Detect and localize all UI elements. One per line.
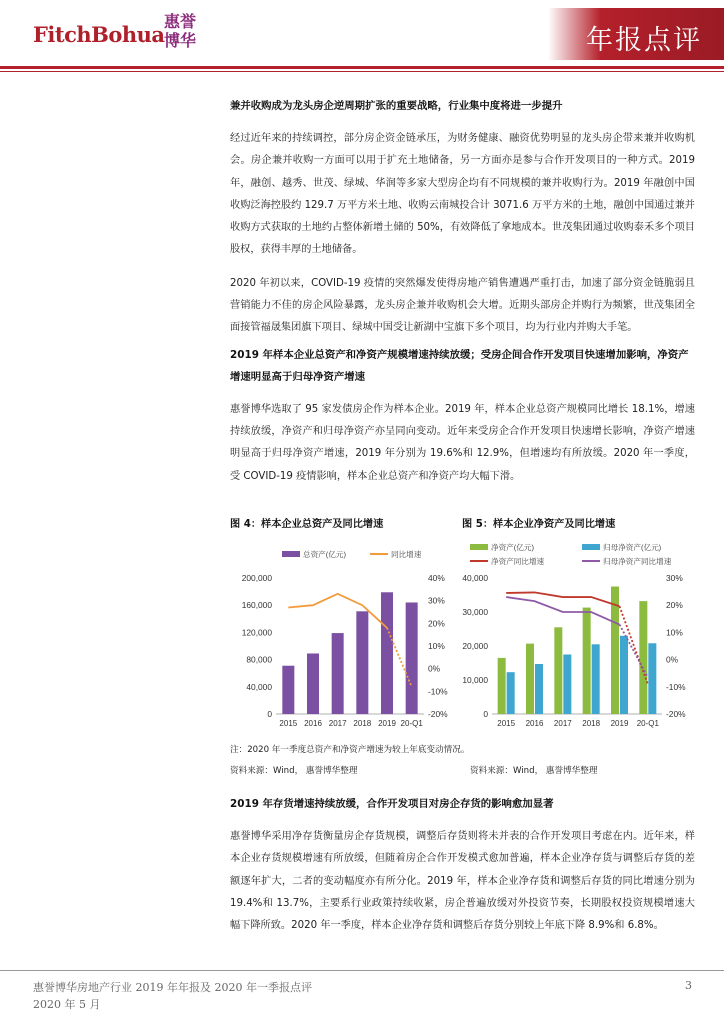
page-header [0, 0, 724, 66]
chart-note: 注：2020 年一季度总资产和净资产增速为较上年底变动情况。 [230, 745, 470, 755]
section-heading: 2019 年样本企业总资产和净资产规模增速持续放缓；受房企间合作开发项目快速增加影响，净资产增速明显高于归母净资产增速 [230, 348, 689, 383]
y-right-tick-label: 10% [666, 627, 683, 638]
y-left-tick-label: 20,000 [462, 641, 488, 651]
y-right-tick-label: 30% [428, 595, 445, 606]
y-left-tick-label: 0 [267, 709, 272, 719]
y-right-tick-label: -10% [428, 686, 448, 697]
bar [406, 602, 418, 714]
report-type-banner [548, 8, 724, 60]
section-heading: 兼并收购成为龙头房企逆周期扩张的重要战略，行业集中度将进一步提升 [230, 100, 563, 112]
bar [639, 601, 647, 714]
fitchbohua-logo: FitchBohua [33, 22, 165, 47]
x-tick-label: 20-Q1 [636, 719, 659, 728]
x-tick-label: 2018 [353, 719, 372, 728]
x-tick-label: 2017 [328, 719, 347, 728]
x-tick-label: 2015 [279, 719, 298, 728]
logo-chinese [160, 12, 200, 50]
y-left-tick-label: 160,000 [241, 600, 272, 611]
bar [620, 636, 628, 714]
main-content [230, 95, 695, 488]
legend-label: 归母净资产(亿元) [603, 543, 662, 552]
bar [282, 666, 294, 714]
x-tick-label: 2015 [497, 719, 516, 728]
y-left-tick-label: 10,000 [462, 675, 488, 685]
bar [563, 655, 571, 715]
y-right-tick-label: 10% [428, 641, 445, 651]
x-tick-label: 2016 [304, 719, 322, 728]
source-right: 资料来源：Wind， 惠誉博华整理 [470, 766, 598, 776]
legend-label: 净资产(亿元) [491, 543, 535, 552]
x-tick-label: 2019 [610, 719, 629, 728]
bar [583, 608, 591, 714]
bar [526, 644, 534, 714]
legend-label: 净资产同比增速 [491, 557, 545, 566]
legend-label: 同比增速 [391, 550, 422, 559]
y-left-tick-label: 40,000 [246, 681, 272, 692]
bar [535, 664, 543, 714]
y-right-tick-label: 40% [428, 573, 445, 583]
legend-label: 归母净资产同比增速 [603, 557, 672, 566]
logo-cn-line2: 博华 [163, 31, 196, 50]
total-assets-chart [228, 538, 458, 738]
logo-cn-line1: 惠誉 [163, 12, 196, 31]
legend-swatch [582, 544, 600, 550]
paragraph: 经过近年来的持续调控，部分房企资金链承压，为财务健康、融资优势明显的龙头房企带来兼并收购机会。房企兼并收购一方面可以用于扩充土地储备，另一方面亦是参与合作开发项目的一种方式。2019 年，融创、越秀、世茂、绿城、华润等多家大型房企均有不同规模的兼并收购行为。2019 年融创中国收购泛海控股约 129.7 万平方米土地、收购云南城投合计 3071.6 万平方米的土地，融创中国通过兼并收购方式获取的土地约占整体新增土储的 50%，有效降低了拿地成本。世茂集团通过收购泰禾多个项目股权，获得丰厚的土地储备。 [230, 133, 695, 256]
bar [381, 592, 393, 714]
page-footer [33, 979, 312, 1013]
legend-swatch [282, 551, 300, 557]
page-number: 3 [685, 979, 692, 992]
bar [498, 658, 506, 714]
series-line [288, 594, 387, 628]
section-heading: 2019 年存货增速持续放缓，合作开发项目对房企存货的影响愈加显著 [230, 798, 554, 810]
footer-rule [0, 970, 724, 971]
source-left: 资料来源：Wind， 惠誉博华整理 [230, 766, 358, 776]
y-right-tick-label: 0% [428, 663, 441, 674]
bar [648, 643, 656, 714]
y-right-tick-label: 0% [666, 654, 679, 665]
header-rule-thin [0, 71, 724, 72]
section-3 [230, 793, 695, 937]
y-left-tick-label: 120,000 [241, 627, 272, 638]
y-left-tick-label: 80,000 [246, 654, 272, 665]
y-right-tick-label: -20% [428, 709, 448, 719]
legend-swatch [470, 544, 488, 550]
net-assets-chart [458, 538, 696, 738]
figure-4-title: 图 4：样本企业总资产及同比增速 [230, 519, 384, 530]
y-right-tick-label: 20% [428, 618, 445, 629]
paragraph: 惠誉博华采用净存货衡量房企存货规模，调整后存货则将未并表的合作开发项目考虑在内。近年来，样本企业存货规模增速有所放缓，但随着房企合作开发模式愈加普遍，样本企业净存货与调整后存货的差额逐年扩大，二者的变动幅度亦有所分化。2019 年，样本企业净存货和调整后存货的同比增速分别为 19.4%和 13.7%，主要系行业政策持续收紧，房企普遍放缓对外投资节奏，长期股权投资规模增速大幅下降所致。2020 年一季度，样本企业净存货和调整后存货分别较上年底下降 8.9%和 6.8%。 [230, 831, 695, 932]
x-tick-label: 2018 [582, 719, 601, 728]
bar [507, 672, 515, 714]
paragraph: 惠誉博华选取了 95 家发债房企作为样本企业。2019 年，样本企业总资产规模同比增长 18.1%，增速持续放缓，净资产和归母净资产亦呈同向变动。近年来受房企合作开发项目快速增长影响，净资产增速明显高于归母净资产增速，2019 年分别为 19.6%和 12.9%，但增速均有所放缓。2020 年一季度，受 COVID-19 疫情影响，样本企业总资产和净资产均大幅下滑。 [230, 403, 695, 482]
bar [332, 633, 344, 714]
header-rule [0, 66, 724, 69]
y-left-tick-label: 0 [483, 709, 488, 719]
footer-date: 2020 年 5 月 [33, 998, 101, 1011]
y-left-tick-label: 40,000 [462, 573, 488, 583]
bar [356, 611, 368, 714]
report-type: 年报点评 [586, 25, 702, 56]
bar [592, 644, 600, 714]
bar [307, 653, 319, 714]
bar [554, 627, 562, 714]
y-right-tick-label: -20% [666, 709, 686, 719]
x-tick-label: 2019 [378, 719, 396, 728]
y-right-tick-label: 20% [666, 600, 683, 611]
legend-label: 总资产(亿元) [303, 550, 347, 559]
y-right-tick-label: -10% [666, 681, 686, 692]
y-left-tick-label: 30,000 [462, 607, 488, 617]
figure-5-title: 图 5：样本企业净资产及同比增速 [462, 519, 616, 530]
x-tick-label: 2016 [525, 719, 544, 728]
paragraph: 2020 年初以来，COVID-19 疫情的突然爆发使得房地产销售遭遇严重打击，加速了部分资金链脆弱且营销能力不佳的房企风险暴露，龙头房企兼并收购机会大增。近期头部房企并购行为频繁，世茂集团全面接管福晟集团旗下项目、绿城中国受让新湖中宝旗下多个项目，均为行业内并购大手笔。 [230, 277, 695, 334]
x-tick-label: 20-Q1 [400, 719, 423, 728]
footer-title: 惠誉博华房地产行业 2019 年年报及 2020 年一季报点评 [33, 981, 312, 994]
y-left-tick-label: 200,000 [241, 573, 272, 583]
y-right-tick-label: 30% [666, 573, 683, 583]
x-tick-label: 2017 [553, 719, 572, 728]
